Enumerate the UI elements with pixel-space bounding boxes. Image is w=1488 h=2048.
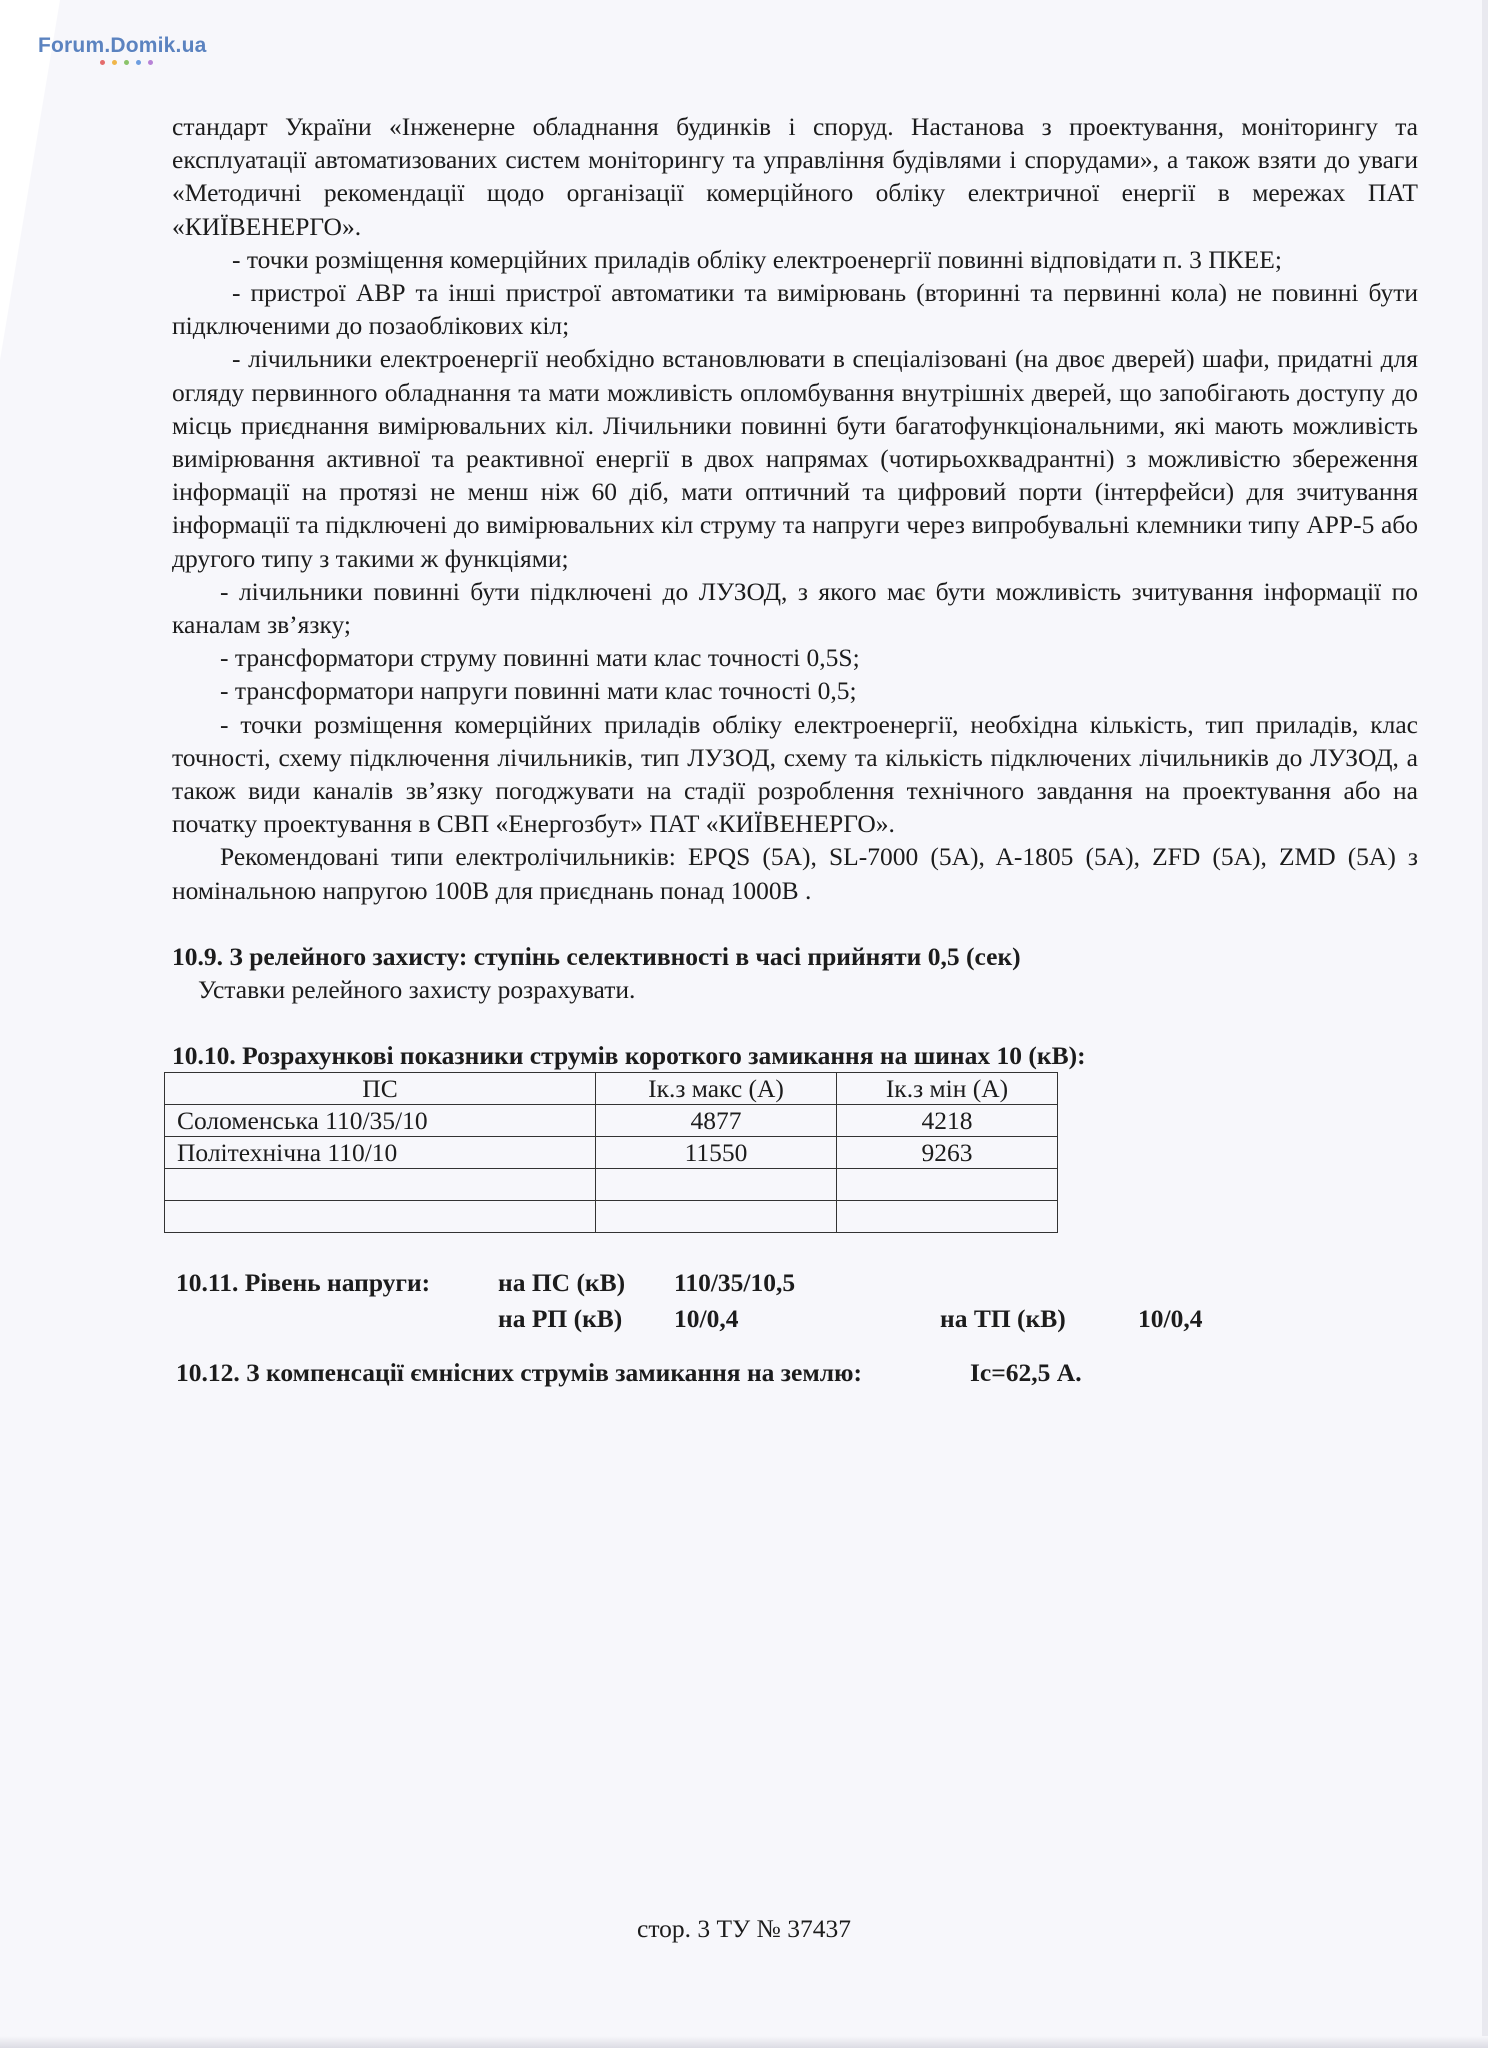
section-10-12 <box>172 1356 1418 1390</box>
page-bottom-edge <box>0 2036 1488 2048</box>
table-cell: Соломенська 110/35/10 <box>165 1105 596 1137</box>
paragraph-current-transformers: - трансформатори струму повинні мати клас точності 0,5S; <box>220 643 860 673</box>
voltage-ps-label: на ПС (кВ) <box>498 1268 626 1298</box>
table-cell <box>596 1169 837 1201</box>
section-10-11 <box>172 1266 1418 1336</box>
section-10-12-value: Іс=62,5 А. <box>970 1358 1082 1388</box>
page-footer: стор. 3 ТУ № 37437 <box>637 1914 851 1943</box>
section-10-12-label: 10.12. З компенсації ємнісних струмів замикання на землю: <box>176 1358 862 1388</box>
table-cell: Політехнічна 110/10 <box>165 1137 596 1169</box>
short-circuit-table <box>164 1072 1058 1233</box>
voltage-tp-label: на ТП (кВ) <box>940 1304 1066 1334</box>
table-cell <box>837 1169 1058 1201</box>
page-right-edge <box>1482 0 1488 2048</box>
table-header-row <box>165 1073 1058 1105</box>
table-cell <box>596 1201 837 1233</box>
paragraph-luzod: - лічильники повинні бути підключені до ЛУЗОД, з якого має бути можливість зчитування інформації по каналам зв’язку; <box>172 576 1418 640</box>
voltage-tp-value: 10/0,4 <box>1138 1304 1203 1334</box>
table-header-cell: Ік.з мін (А) <box>837 1073 1058 1105</box>
watermark-dots-icon <box>100 60 153 65</box>
table-cell <box>837 1201 1058 1233</box>
table-cell <box>165 1169 596 1201</box>
table-cell: 4218 <box>837 1105 1058 1137</box>
paragraph-coordination: - точки розміщення комерційних приладів обліку електроенергії, необхідна кількість, тип приладів, клас точності, схему підключення лічильників, тип ЛУЗОД, схему та кількість підключених лічильників до ЛУЗОД, а також види каналів зв’язку погоджувати на стадії розроблення технічного завдання на проектування або на початку проектування в СВП «Енергозбут» ПАТ «КИЇВЕНЕРГО». <box>172 709 1418 839</box>
section-10-9-text: Уставки релейного захисту розрахувати. <box>198 975 636 1005</box>
table-cell: 4877 <box>596 1105 837 1137</box>
section-10-11-label: 10.11. Рівень напруги: <box>176 1268 431 1298</box>
dot-icon <box>124 60 129 65</box>
paragraph-standard: стандарт України «Інженерне обладнання будинків і споруд. Настанова з проектування, моніторингу та експлуатації автоматизованих систем моніторингу та управління будівлями і спорудами», а також взяти до уваги «Методичні рекомендації щодо організації комерційного обліку електричної енергії в мережах ПАТ «КИЇВЕНЕРГО». <box>172 112 1418 241</box>
table-cell: 9263 <box>837 1137 1058 1169</box>
dot-icon <box>148 60 153 65</box>
section-10-9-title: 10.9. З релейного захисту: ступінь селективності в часі прийняти 0,5 (сек) <box>172 941 1021 971</box>
document-body <box>172 110 1418 1390</box>
voltage-rp-value: 10/0,4 <box>674 1304 739 1334</box>
paragraph-avr-devices: - пристрої АВР та інші пристрої автоматики та вимірювань (вторинні та первинні кола) не повинні бути підключеними до позаоблікових кіл; <box>172 278 1418 341</box>
table-row <box>165 1201 1058 1233</box>
paragraph-voltage-transformers: - трансформатори напруги повинні мати клас точності 0,5; <box>220 676 857 706</box>
dot-icon <box>100 60 105 65</box>
section-10-10-title: 10.10. Розрахункові показники струмів короткого замикання на шинах 10 (кВ): <box>172 1041 1086 1071</box>
table-row <box>165 1105 1058 1137</box>
table-row <box>165 1137 1058 1169</box>
table-header-cell: Ік.з макс (А) <box>596 1073 837 1105</box>
paragraph-recommended-meters: Рекомендовані типи електролічильників: EPQS (5A), SL-7000 (5A), A-1805 (5A), ZFD (5A), ZMD (5A) з номінальною напругою 100В для приєднань понад 1000В . <box>172 842 1418 905</box>
table-row <box>165 1169 1058 1201</box>
paragraph-metering-points: - точки розміщення комерційних приладів обліку електроенергії повинні відповідати п. 3 ПКЕЕ; <box>232 244 1282 274</box>
table-cell: 11550 <box>596 1137 837 1169</box>
dot-icon <box>136 60 141 65</box>
voltage-ps-value: 110/35/10,5 <box>674 1268 796 1298</box>
watermark-logo: Forum.Domik.ua <box>38 34 207 57</box>
dot-icon <box>112 60 117 65</box>
voltage-rp-label: на РП (кВ) <box>498 1304 623 1334</box>
table-header-cell: ПС <box>165 1073 596 1105</box>
table-cell <box>165 1201 596 1233</box>
paragraph-meters-install: - лічильники електроенергії необхідно встановлювати в спеціалізовані (на двоє дверей) шафи, придатні для огляду первинного обладнання та мати можливість опломбування внутрішніх дверей, що запобігають доступу до місць приєднання вимірювальних кіл. Лічильники повинні бути багатофункціональними, які мають можливість вимірювання активної та реактивної енергії в двох напрямах (чотирьохквадрантні) з можливістю збереження інформації на протязі не менш ніж 60 діб, мати оптичний та цифровий порти (інтерфейси) для зчитування інформації та підключені до вимірювальних кіл струму та напруги через випробувальні клемники типу АРР-5 або другого типу з такими ж функціями; <box>172 344 1418 573</box>
